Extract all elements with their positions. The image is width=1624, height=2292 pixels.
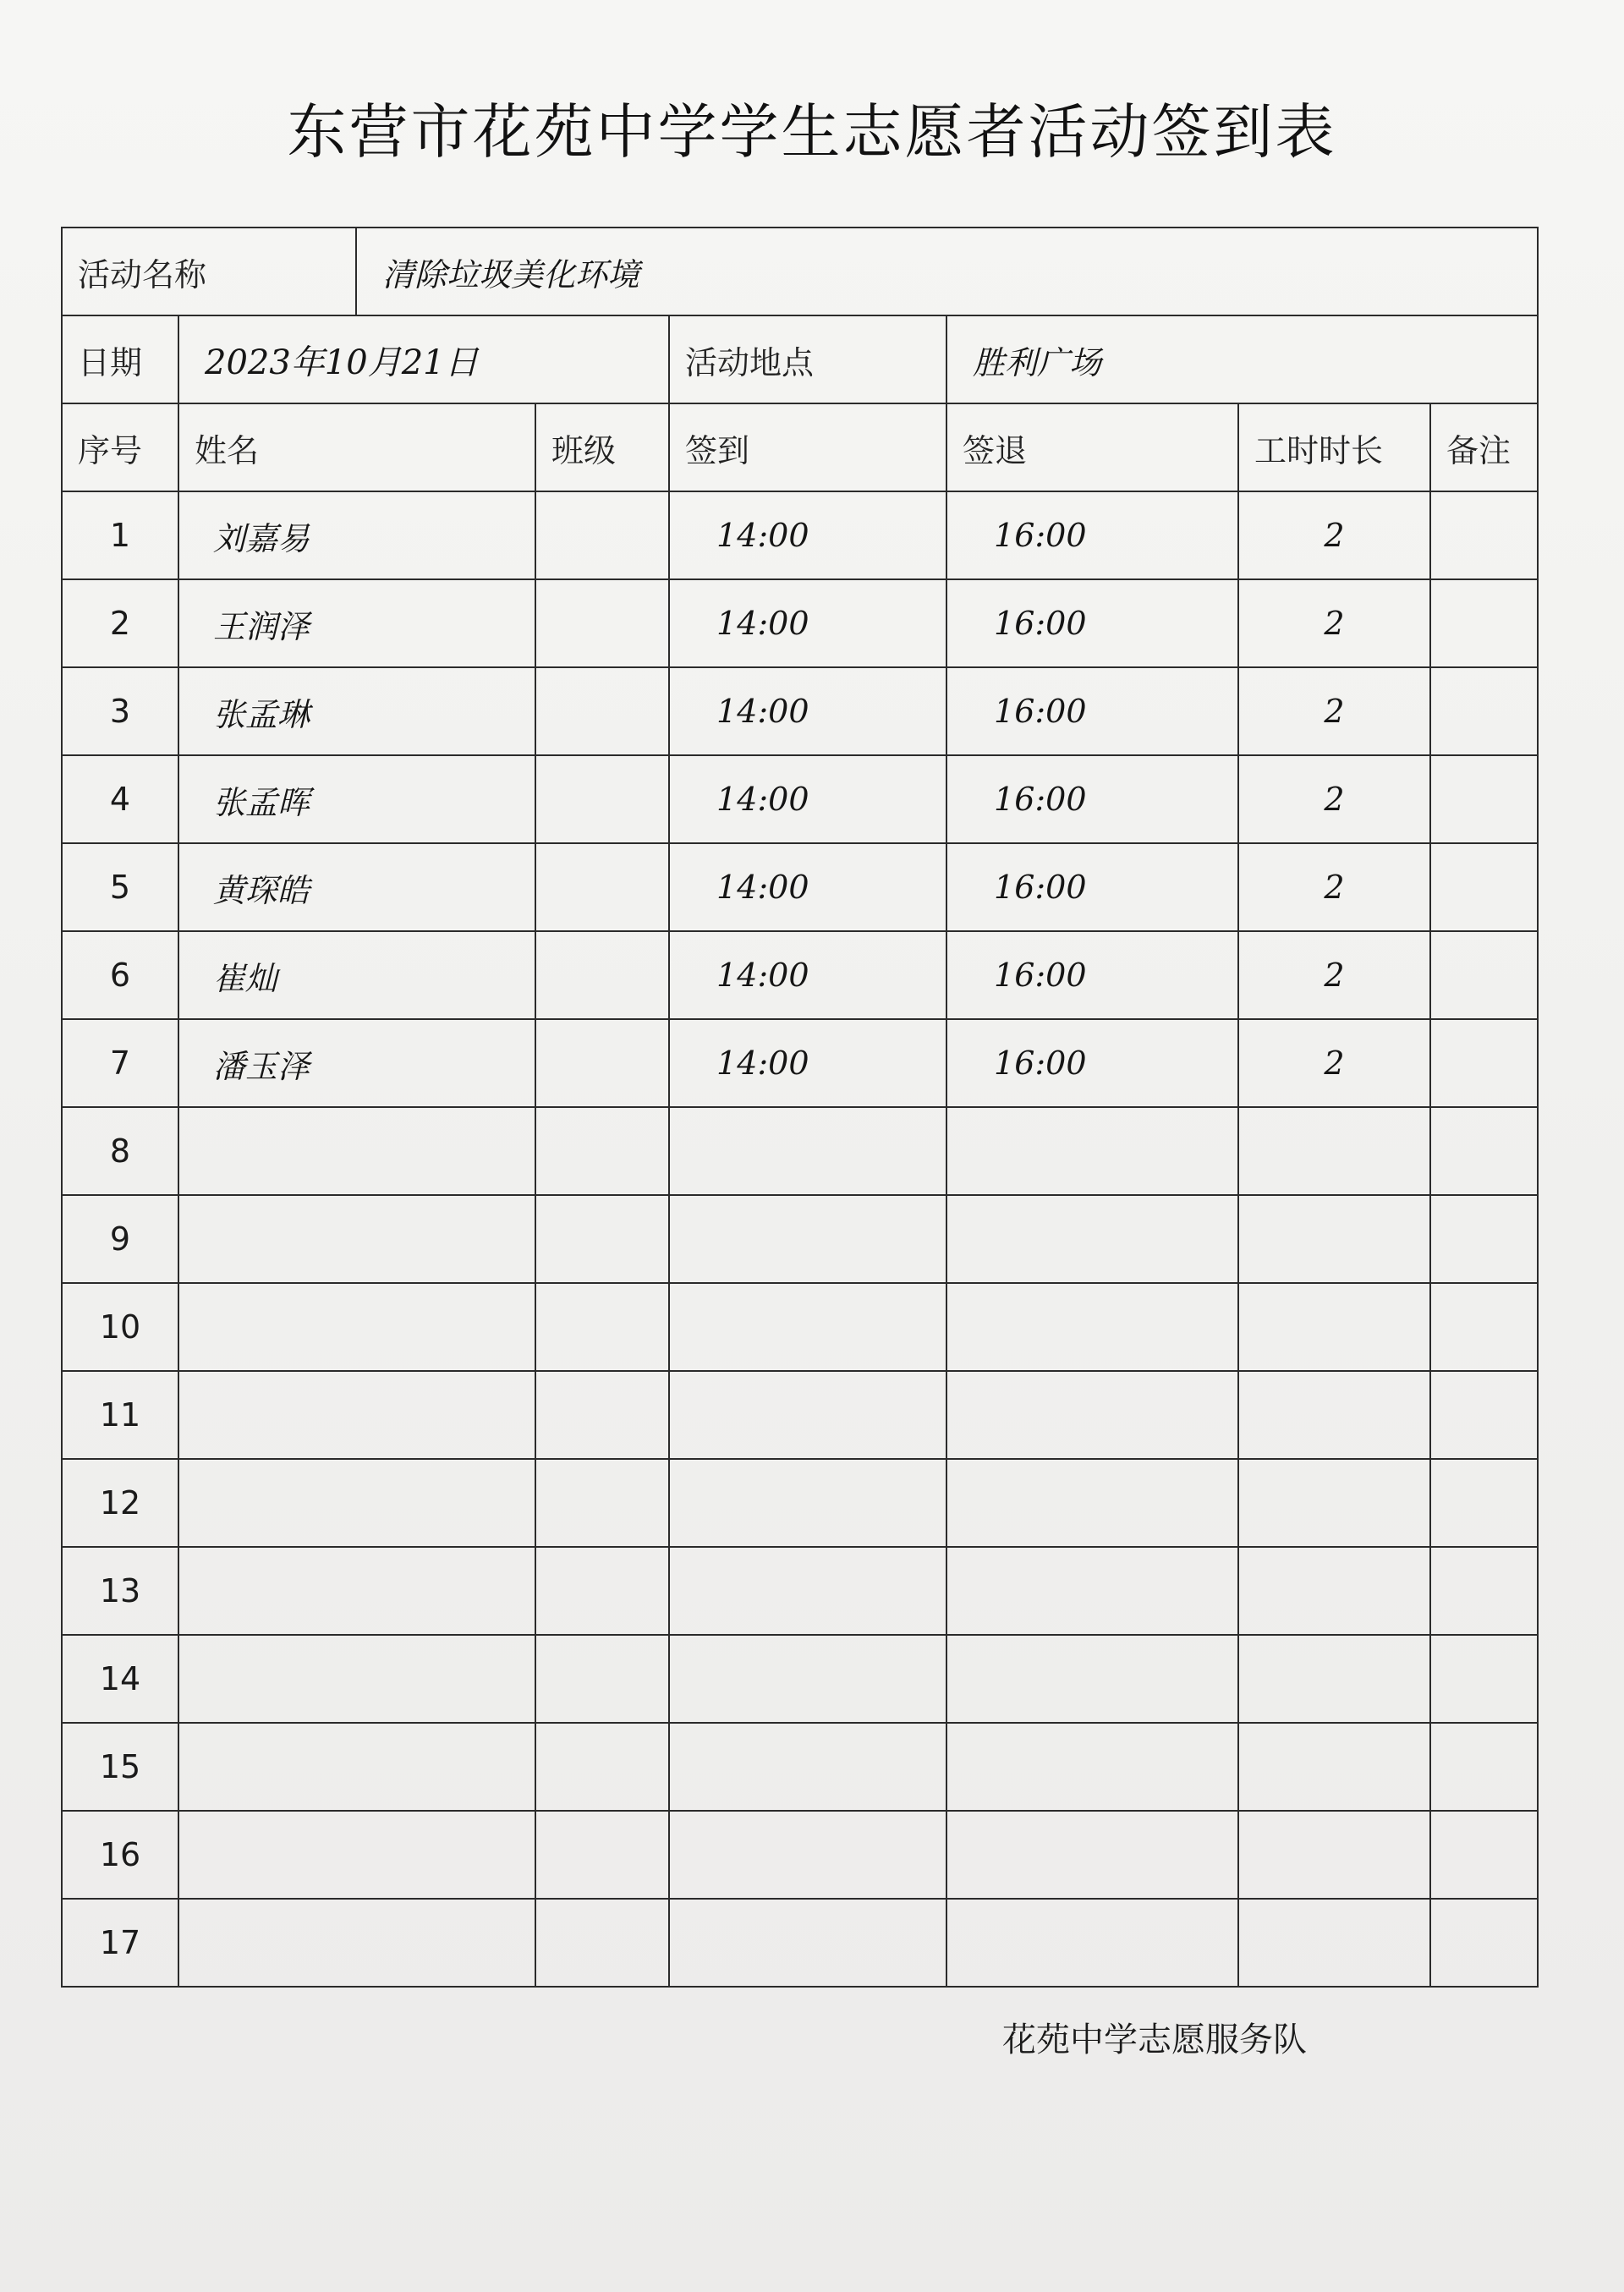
row-sign-in-cell: [669, 1899, 946, 1987]
row-sign-out-cell: 16:00: [946, 931, 1238, 1019]
row-name-cell: [178, 1459, 535, 1547]
row-sign-in-cell: [669, 1547, 946, 1635]
row-seq-cell: 5: [62, 843, 178, 931]
row-name-cell: 刘嘉易: [178, 491, 535, 579]
table-row: [62, 931, 1538, 1019]
row-remarks-cell: [1430, 1283, 1538, 1371]
row-name-cell: 张孟晖: [178, 755, 535, 843]
row-sign-in-cell: [669, 1811, 946, 1899]
row-sign-out-cell: [946, 1811, 1238, 1899]
row-name-cell: [178, 1635, 535, 1723]
row-hours-cell: [1238, 1635, 1430, 1723]
row-hours-cell: [1238, 1283, 1430, 1371]
row-hours-cell: [1238, 1723, 1430, 1811]
row-hours-cell: 2: [1238, 1019, 1430, 1107]
row-class-cell: [535, 1107, 669, 1195]
row-sign-out-cell: 16:00: [946, 843, 1238, 931]
row-sign-out-cell: [946, 1459, 1238, 1547]
footer-organization: 花苑中学志愿服务队: [1002, 2021, 1307, 2059]
row-sign-in-cell: 14:00: [669, 843, 946, 931]
row-name-cell: [178, 1371, 535, 1459]
row-sign-in-cell: [669, 1723, 946, 1811]
row-sign-in-cell: [669, 1195, 946, 1283]
row-remarks-cell: [1430, 755, 1538, 843]
row-sign-in-cell: [669, 1635, 946, 1723]
row-class-cell: [535, 667, 669, 755]
row-seq-cell: 10: [62, 1283, 178, 1371]
row-remarks-cell: [1430, 579, 1538, 667]
row-sign-out-cell: [946, 1195, 1238, 1283]
row-hours-cell: 2: [1238, 843, 1430, 931]
row-name-cell: 黄琛皓: [178, 843, 535, 931]
row-sign-in-cell: 14:00: [669, 491, 946, 579]
row-seq-cell: 12: [62, 1459, 178, 1547]
row-name-cell: [178, 1283, 535, 1371]
row-remarks-cell: [1430, 491, 1538, 579]
location-label: 活动地点: [669, 315, 946, 403]
sign-in-table: [61, 227, 1539, 1988]
row-name-cell: 张孟琳: [178, 667, 535, 755]
row-sign-out-cell: [946, 1107, 1238, 1195]
row-hours-cell: 2: [1238, 491, 1430, 579]
row-seq-cell: 6: [62, 931, 178, 1019]
row-seq-cell: 17: [62, 1899, 178, 1987]
row-hours-cell: [1238, 1899, 1430, 1987]
row-sign-in-cell: [669, 1459, 946, 1547]
table-row: [62, 667, 1538, 755]
row-sign-in-cell: [669, 1107, 946, 1195]
row-seq-cell: 1: [62, 491, 178, 579]
row-sign-out-cell: [946, 1371, 1238, 1459]
table-row: [62, 1811, 1538, 1899]
row-remarks-cell: [1430, 1019, 1538, 1107]
row-seq-cell: 2: [62, 579, 178, 667]
activity-name-row: [62, 228, 1538, 315]
table-row: [62, 1107, 1538, 1195]
row-remarks-cell: [1430, 1723, 1538, 1811]
row-name-cell: [178, 1723, 535, 1811]
row-sign-out-cell: [946, 1283, 1238, 1371]
row-hours-cell: [1238, 1371, 1430, 1459]
row-sign-out-cell: 16:00: [946, 1019, 1238, 1107]
table-row: [62, 1723, 1538, 1811]
column-header-hours: 工时时长: [1238, 403, 1430, 491]
row-remarks-cell: [1430, 931, 1538, 1019]
row-sign-in-cell: 14:00: [669, 579, 946, 667]
row-remarks-cell: [1430, 1899, 1538, 1987]
row-remarks-cell: [1430, 667, 1538, 755]
row-class-cell: [535, 1283, 669, 1371]
row-seq-cell: 4: [62, 755, 178, 843]
row-remarks-cell: [1430, 1547, 1538, 1635]
table-row: [62, 1371, 1538, 1459]
row-sign-out-cell: [946, 1635, 1238, 1723]
row-name-cell: [178, 1107, 535, 1195]
row-remarks-cell: [1430, 1371, 1538, 1459]
row-seq-cell: 9: [62, 1195, 178, 1283]
row-hours-cell: [1238, 1459, 1430, 1547]
row-class-cell: [535, 931, 669, 1019]
row-sign-out-cell: 16:00: [946, 579, 1238, 667]
row-sign-out-cell: [946, 1547, 1238, 1635]
row-sign-out-cell: 16:00: [946, 491, 1238, 579]
table-row: [62, 1195, 1538, 1283]
row-sign-out-cell: [946, 1723, 1238, 1811]
column-header-remarks: 备注: [1430, 403, 1538, 491]
row-hours-cell: [1238, 1811, 1430, 1899]
row-name-cell: 崔灿: [178, 931, 535, 1019]
table-row: [62, 1547, 1538, 1635]
row-name-cell: 潘玉泽: [178, 1019, 535, 1107]
row-class-cell: [535, 491, 669, 579]
row-remarks-cell: [1430, 1635, 1538, 1723]
row-class-cell: [535, 1371, 669, 1459]
table-row: [62, 755, 1538, 843]
row-class-cell: [535, 1019, 669, 1107]
column-header-name: 姓名: [178, 403, 535, 491]
column-header-class: 班级: [535, 403, 669, 491]
row-sign-in-cell: 14:00: [669, 1019, 946, 1107]
activity-name-value: 清除垃圾美化环境: [356, 228, 1538, 315]
row-class-cell: [535, 1459, 669, 1547]
row-sign-out-cell: [946, 1899, 1238, 1987]
column-header-seq: 序号: [62, 403, 178, 491]
date-value: 2023年10月21日: [178, 315, 669, 403]
row-name-cell: [178, 1899, 535, 1987]
row-hours-cell: 2: [1238, 667, 1430, 755]
column-header-sign-out: 签退: [946, 403, 1238, 491]
row-sign-in-cell: [669, 1283, 946, 1371]
row-seq-cell: 14: [62, 1635, 178, 1723]
row-class-cell: [535, 755, 669, 843]
row-seq-cell: 16: [62, 1811, 178, 1899]
activity-name-label: 活动名称: [62, 228, 356, 315]
row-class-cell: [535, 1635, 669, 1723]
row-class-cell: [535, 1899, 669, 1987]
location-value: 胜利广场: [946, 315, 1538, 403]
row-class-cell: [535, 843, 669, 931]
table-row: [62, 579, 1538, 667]
row-class-cell: [535, 1811, 669, 1899]
row-sign-out-cell: 16:00: [946, 755, 1238, 843]
row-remarks-cell: [1430, 1811, 1538, 1899]
row-remarks-cell: [1430, 1107, 1538, 1195]
table-row: [62, 1283, 1538, 1371]
row-seq-cell: 7: [62, 1019, 178, 1107]
table-row: [62, 1019, 1538, 1107]
row-hours-cell: 2: [1238, 755, 1430, 843]
row-seq-cell: 11: [62, 1371, 178, 1459]
row-remarks-cell: [1430, 1195, 1538, 1283]
table-row: [62, 1899, 1538, 1987]
row-name-cell: [178, 1547, 535, 1635]
row-hours-cell: 2: [1238, 579, 1430, 667]
row-sign-in-cell: 14:00: [669, 755, 946, 843]
table-row: [62, 491, 1538, 579]
page-title: 东营市花苑中学学生志愿者活动签到表: [287, 97, 1337, 167]
row-class-cell: [535, 1195, 669, 1283]
row-hours-cell: [1238, 1107, 1430, 1195]
row-sign-out-cell: 16:00: [946, 667, 1238, 755]
row-remarks-cell: [1430, 1459, 1538, 1547]
row-name-cell: [178, 1195, 535, 1283]
date-location-row: [62, 315, 1538, 403]
table-row: [62, 1635, 1538, 1723]
row-class-cell: [535, 1723, 669, 1811]
row-name-cell: [178, 1811, 535, 1899]
row-sign-in-cell: 14:00: [669, 667, 946, 755]
table-row: [62, 843, 1538, 931]
column-header-sign-in: 签到: [669, 403, 946, 491]
row-seq-cell: 15: [62, 1723, 178, 1811]
row-class-cell: [535, 579, 669, 667]
table-row: [62, 1459, 1538, 1547]
row-seq-cell: 13: [62, 1547, 178, 1635]
row-seq-cell: 3: [62, 667, 178, 755]
date-label: 日期: [62, 315, 178, 403]
row-sign-in-cell: [669, 1371, 946, 1459]
row-name-cell: 王润泽: [178, 579, 535, 667]
column-header-row: [62, 403, 1538, 491]
data-rows: [62, 491, 1538, 1987]
row-hours-cell: [1238, 1547, 1430, 1635]
row-remarks-cell: [1430, 843, 1538, 931]
row-seq-cell: 8: [62, 1107, 178, 1195]
row-class-cell: [535, 1547, 669, 1635]
row-hours-cell: 2: [1238, 931, 1430, 1019]
row-hours-cell: [1238, 1195, 1430, 1283]
row-sign-in-cell: 14:00: [669, 931, 946, 1019]
